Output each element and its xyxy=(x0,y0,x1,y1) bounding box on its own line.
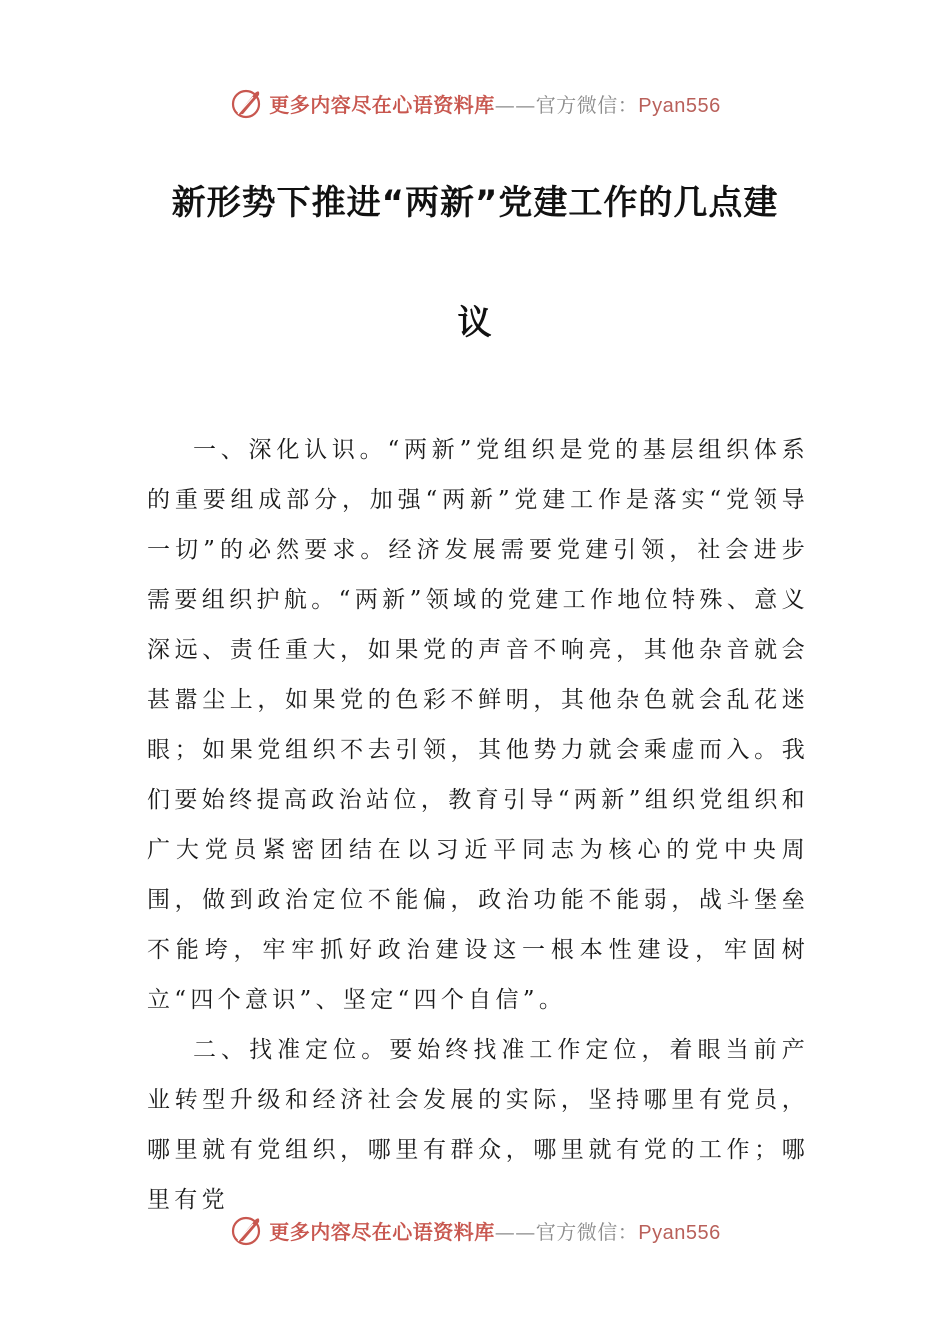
document-title-line2: 议 xyxy=(457,303,493,343)
watermark-brand: 更多内容尽在心语资料库 xyxy=(269,1219,495,1244)
watermark-wechat-id: Pyan556 xyxy=(638,94,721,117)
watermark-label: 官方微信： xyxy=(535,1219,639,1244)
quill-logo-icon xyxy=(229,1212,265,1248)
watermark-separator: —— xyxy=(494,92,536,117)
watermark-label: 官方微信： xyxy=(535,92,639,117)
header-watermark xyxy=(0,81,950,125)
document-title-line1: 新形势下推进“两新”党建工作的几点建 xyxy=(171,183,779,223)
quill-logo-icon xyxy=(229,85,265,121)
watermark-brand: 更多内容尽在心语资料库 xyxy=(269,92,495,117)
paragraph-2: 二、找准定位。要始终找准工作定位，着眼当前产业转型升级和经济社会发展的实际，坚持哪里有党员，哪里就有党组织，哪里有群众，哪里就有党的工作；哪里有党 xyxy=(147,1037,809,1213)
paragraph-1: 一、深化认识。“两新”党组织是党的基层组织体系的重要组成部分，加强“两新”党建工作是落实“党领导一切”的必然要求。经济发展需要党建引领，社会进步需要组织护航。“两新”领域的党建工作地位特殊、意义深远、责任重大，如果党的声音不响亮，其他杂音就会甚嚣尘上，如果党的色彩不鲜明，其他杂色就会乱花迷眼；如果党组织不去引领，其他势力就会乘虚而入。我们要始终提高政治站位，教育引导“两新”组织党组织和广大党员紧密团结在以习近平同志为核心的党中央周围，做到政治定位不能偏，政治功能不能弱，战斗堡垒不能垮，牢牢抓好政治建设这一根本性建设，牢固树立“四个意识”、坚定“四个自信”。 xyxy=(147,437,809,1013)
watermark-separator: —— xyxy=(494,1219,536,1244)
document-body xyxy=(147,425,809,1225)
footer-watermark xyxy=(0,1208,950,1252)
watermark-wechat-id: Pyan556 xyxy=(638,1221,721,1244)
